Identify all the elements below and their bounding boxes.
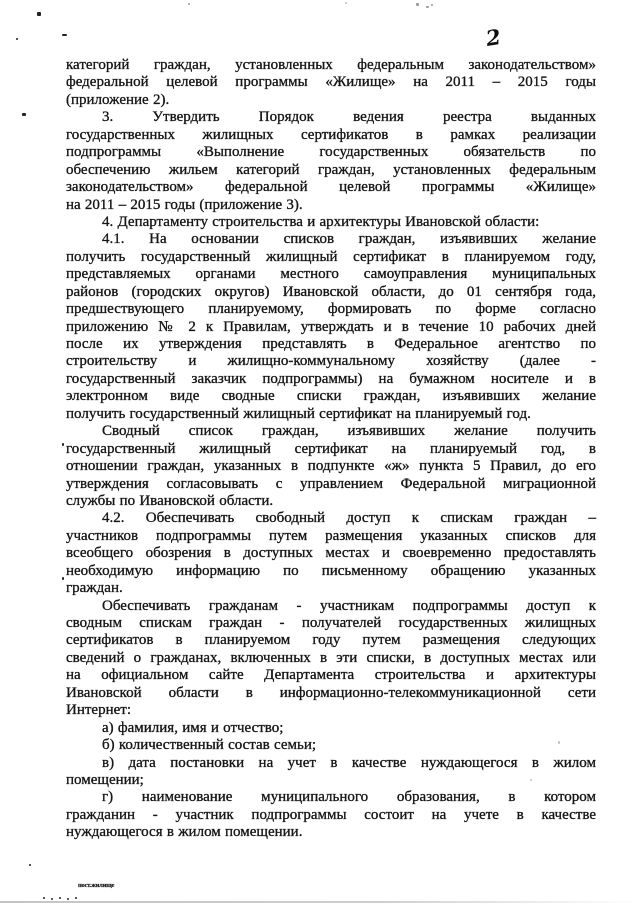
text-line: 4. Департаменту строительства и архитектуры Ивановской области: xyxy=(102,213,540,230)
text-line: (приложение 2). xyxy=(66,91,170,108)
scan-speck xyxy=(558,741,560,744)
text-line: 3. Утвердить Порядок ведения реестра выданных xyxy=(102,109,596,126)
text-line: всеобщего обозрения в доступных местах и своевременно предоставлять xyxy=(66,545,596,562)
text-line: категорий граждан, установленных федеральным законодательством» xyxy=(66,57,596,73)
scan-speck xyxy=(416,3,419,6)
document-body xyxy=(66,57,596,842)
text-line: строительству и жилищно-коммунальному хозяйству (далее - xyxy=(66,353,596,370)
text-line: приложению № 2 к Правилам, утверждать и в течение 10 рабочих дней xyxy=(66,318,596,335)
text-line: нуждающегося в жилом помещении. xyxy=(66,824,303,841)
scan-speck xyxy=(62,34,67,36)
text-line: граждан. xyxy=(66,580,123,597)
scan-speck xyxy=(62,577,64,580)
text-line: предшествующего планируемому, формировать по форме согласно xyxy=(66,301,596,318)
text-line: 4.1. На основании списков граждан, изъявивших желание xyxy=(102,231,596,248)
scan-speck xyxy=(22,113,26,116)
scan-speck xyxy=(426,6,429,8)
text-line: Ивановской области в информационно-телекоммуникационной сети xyxy=(66,684,596,701)
text-line: федеральной целевой программы «Жилище» на 2011 – 2015 годы xyxy=(66,74,596,91)
scan-speck xyxy=(67,898,69,900)
text-line: получить государственный жилищный сертификат в планируемом году, xyxy=(66,248,596,265)
scan-speck xyxy=(75,897,77,899)
text-line: сертификатов в планируемом году путем размещения следующих xyxy=(66,632,596,649)
text-line: участников подпрограммы путем размещения указанных списков для xyxy=(66,527,596,544)
text-line: необходимую информацию по письменному обращению указанных xyxy=(66,562,596,579)
text-line: сводным спискам граждан - получателей государственных жилищных xyxy=(66,615,596,631)
text-line: б) количественный состав семьи; xyxy=(102,737,317,754)
text-line: обеспечению жильем категорий граждан, установленных федеральным xyxy=(66,161,596,178)
scan-speck xyxy=(431,4,433,6)
text-line: Интернет: xyxy=(66,702,131,719)
footer-stamp: пост.жилище xyxy=(78,882,115,889)
scan-speck xyxy=(37,12,41,16)
text-line: районов (городских округов) Ивановской области, до 01 сентября года, xyxy=(66,283,596,300)
text-line: подпрограммы «Выполнение государственных обязательств по xyxy=(66,144,596,161)
text-line: службы по Ивановской области. xyxy=(66,492,274,509)
scan-speck xyxy=(16,38,18,40)
text-line: на 2011 – 2015 годы (приложение 3). xyxy=(66,196,303,213)
scan-speck xyxy=(345,2,347,4)
scan-speck xyxy=(51,898,53,900)
scan-speck xyxy=(188,3,190,5)
scan-speck xyxy=(29,864,31,866)
scan-edge-line xyxy=(0,901,640,903)
text-line: Обеспечивать гражданам - участникам подпрограммы доступ к xyxy=(102,597,596,614)
text-line: в) дата постановки на учет в качестве нуждающегося в жилом xyxy=(102,754,596,771)
text-line: отношении граждан, указанных в подпункте «ж» пункта 5 Правил, до его xyxy=(66,458,596,475)
text-line: утверждения согласовывать с управлением Федеральной миграционной xyxy=(66,475,596,492)
scan-speck xyxy=(43,897,45,899)
text-line: получить государственный жилищный сертификат на планируемый год. xyxy=(66,405,531,422)
text-line: представляемых органами местного самоуправления муниципальных xyxy=(66,266,596,283)
text-line: на официальном сайте Департамента строительства и архитектуры xyxy=(66,667,596,684)
text-line: законодательством» федеральной целевой программы «Жилище» xyxy=(66,179,596,196)
text-line: государственный заказчик подпрограммы) на бумажном носителе и в xyxy=(66,370,596,387)
text-line: 4.2. Обеспечивать свободный доступ к спискам граждан – xyxy=(102,510,596,527)
text-line: сведений о гражданах, включенных в эти списки, в доступных местах или xyxy=(66,649,596,666)
text-line: гражданин - участник подпрограммы состоит на учете в качестве xyxy=(66,806,596,823)
scan-speck xyxy=(62,443,64,446)
page-number-annotation: 2 xyxy=(484,24,503,51)
text-line: а) фамилия, имя и отчество; xyxy=(102,719,284,736)
text-line: государственных жилищных сертификатов в рамках реализации xyxy=(66,126,596,143)
text-line: электронном виде сводные списки граждан, изъявивших желание xyxy=(66,388,596,405)
scan-speck xyxy=(530,779,532,781)
text-line: Сводный список граждан, изъявивших желание получить xyxy=(102,423,596,440)
text-line: помещении; xyxy=(66,771,144,788)
text-line: после их утверждения представлять в Федеральное агентство по xyxy=(66,336,596,352)
text-line: г) наименование муниципального образования, в котором xyxy=(102,789,596,806)
scan-speck xyxy=(59,897,61,899)
text-line: государственный жилищный сертификат на планируемый год, в xyxy=(66,440,596,457)
